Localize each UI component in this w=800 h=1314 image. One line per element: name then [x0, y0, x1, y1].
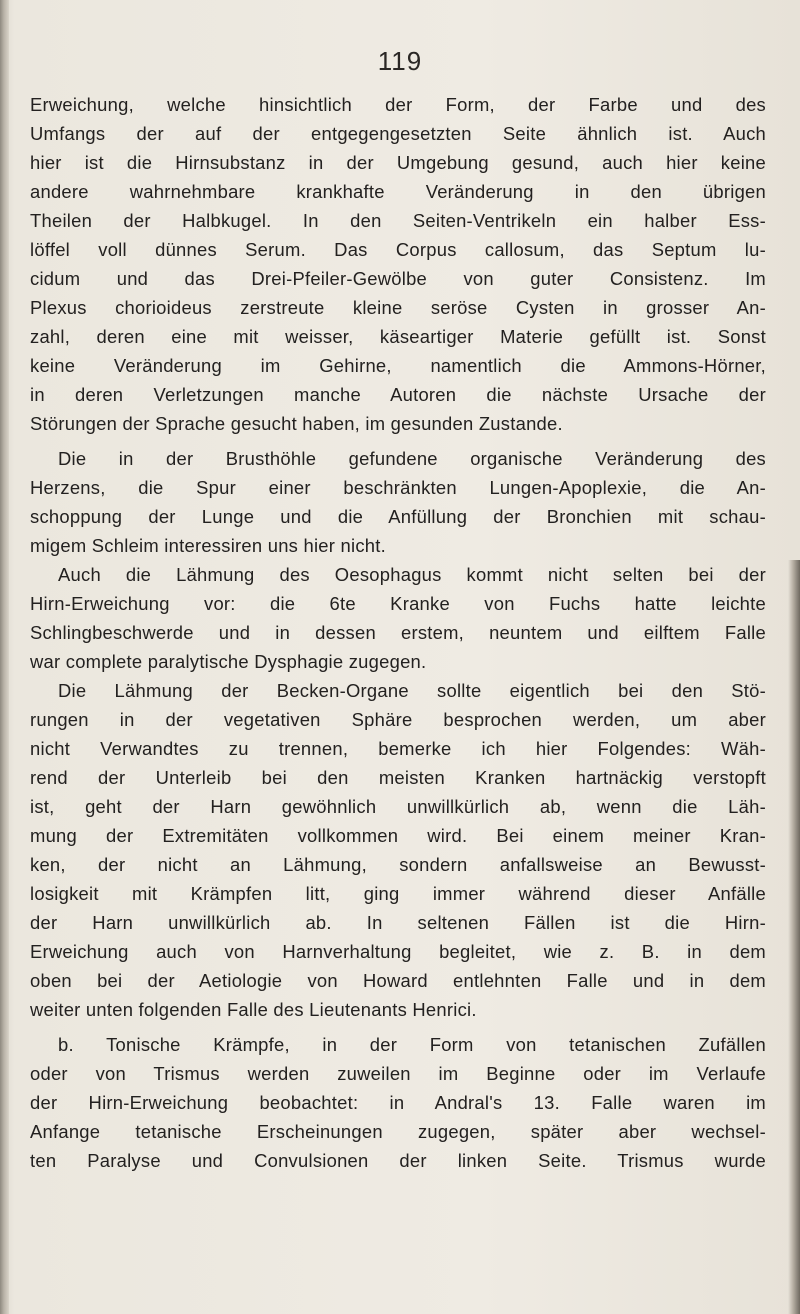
text-line: rungen in der vegetativen Sphäre besprochen werden, um aber: [30, 709, 766, 730]
body-text: [30, 90, 766, 1175]
text-line: oder von Trismus werden zuweilen im Beginne oder im Verlaufe: [30, 1063, 766, 1084]
text-line: cidum und das Drei-Pfeiler-Gewölbe von guter Consistenz. Im: [30, 268, 766, 289]
text-line: Störungen der Sprache gesucht haben, im gesunden Zustande.: [30, 413, 563, 434]
text-line: b. Tonische Krämpfe, in der Form von tetanischen Zufällen: [58, 1034, 766, 1055]
text-line: keine Veränderung im Gehirne, namentlich die Ammons-Hörner,: [30, 355, 766, 376]
text-line: Die in der Brusthöhle gefundene organische Veränderung des: [58, 448, 766, 469]
text-line: ist, geht der Harn gewöhnlich unwillkürlich ab, wenn die Läh-: [30, 796, 766, 817]
text-line: andere wahrnehmbare krankhafte Veränderung in den übrigen: [30, 181, 766, 202]
text-line: weiter unten folgenden Falle des Lieutenants Henrici.: [30, 999, 477, 1020]
text-line: hier ist die Hirnsubstanz in der Umgebung gesund, auch hier keine: [30, 152, 766, 173]
text-line: löffel voll dünnes Serum. Das Corpus callosum, das Septum lu-: [30, 239, 766, 260]
text-line: der Hirn-Erweichung beobachtet: in Andral's 13. Falle waren im: [30, 1092, 766, 1113]
text-line: Schlingbeschwerde und in dessen erstem, neuntem und eilftem Falle: [30, 622, 766, 643]
page-number: 119: [377, 46, 423, 76]
text-line: war complete paralytische Dysphagie zugegen.: [30, 651, 427, 672]
text-line: Erweichung auch von Harnverhaltung begleitet, wie z. B. in dem: [30, 941, 766, 962]
text-line: losigkeit mit Krämpfen litt, ging immer während dieser Anfälle: [30, 883, 766, 904]
text-line: Anfange tetanische Erscheinungen zugegen, später aber wechsel-: [30, 1121, 766, 1142]
text-line: Umfangs der auf der entgegengesetzten Seite ähnlich ist. Auch: [30, 123, 766, 144]
paragraph: [30, 676, 766, 1024]
text-line: mung der Extremitäten vollkommen wird. Bei einem meiner Kran-: [30, 825, 766, 846]
text-line: Plexus chorioideus zerstreute kleine seröse Cysten in grosser An-: [30, 297, 766, 318]
paragraph: [30, 90, 766, 438]
text-line: Erweichung, welche hinsichtlich der Form, der Farbe und des: [30, 94, 766, 115]
text-line: ten Paralyse und Convulsionen der linken Seite. Trismus wurde: [30, 1150, 766, 1171]
text-line: oben bei der Aetiologie von Howard entlehnten Falle und in dem: [30, 970, 766, 991]
text-line: rend der Unterleib bei den meisten Kranken hartnäckig verstopft: [30, 767, 766, 788]
text-line: Auch die Lähmung des Oesophagus kommt nicht selten bei der: [58, 564, 766, 585]
text-line: in deren Verletzungen manche Autoren die nächste Ursache der: [30, 384, 766, 405]
page-edge-shadow: [788, 560, 800, 1314]
text-line: zahl, deren eine mit weisser, käseartiger Materie gefüllt ist. Sonst: [30, 326, 766, 347]
text-line: Herzens, die Spur einer beschränkten Lungen-Apoplexie, die An-: [30, 477, 766, 498]
text-line: nicht Verwandtes zu trennen, bemerke ich hier Folgendes: Wäh-: [30, 738, 766, 759]
text-line: schoppung der Lunge und die Anfüllung der Bronchien mit schau-: [30, 506, 766, 527]
text-line: Hirn-Erweichung vor: die 6te Kranke von Fuchs hatte leichte: [30, 593, 766, 614]
text-line: der Harn unwillkürlich ab. In seltenen Fällen ist die Hirn-: [30, 912, 766, 933]
paragraph: [30, 444, 766, 560]
paragraph: [30, 560, 766, 676]
page-binding-shadow: [0, 0, 9, 1314]
text-line: ken, der nicht an Lähmung, sondern anfallsweise an Bewusst-: [30, 854, 766, 875]
text-line: Die Lähmung der Becken-Organe sollte eigentlich bei den Stö-: [58, 680, 766, 701]
text-line: migem Schleim interessiren uns hier nicht.: [30, 535, 386, 556]
text-line: Theilen der Halbkugel. In den Seiten-Ventrikeln ein halber Ess-: [30, 210, 766, 231]
paragraph: [30, 1030, 766, 1175]
